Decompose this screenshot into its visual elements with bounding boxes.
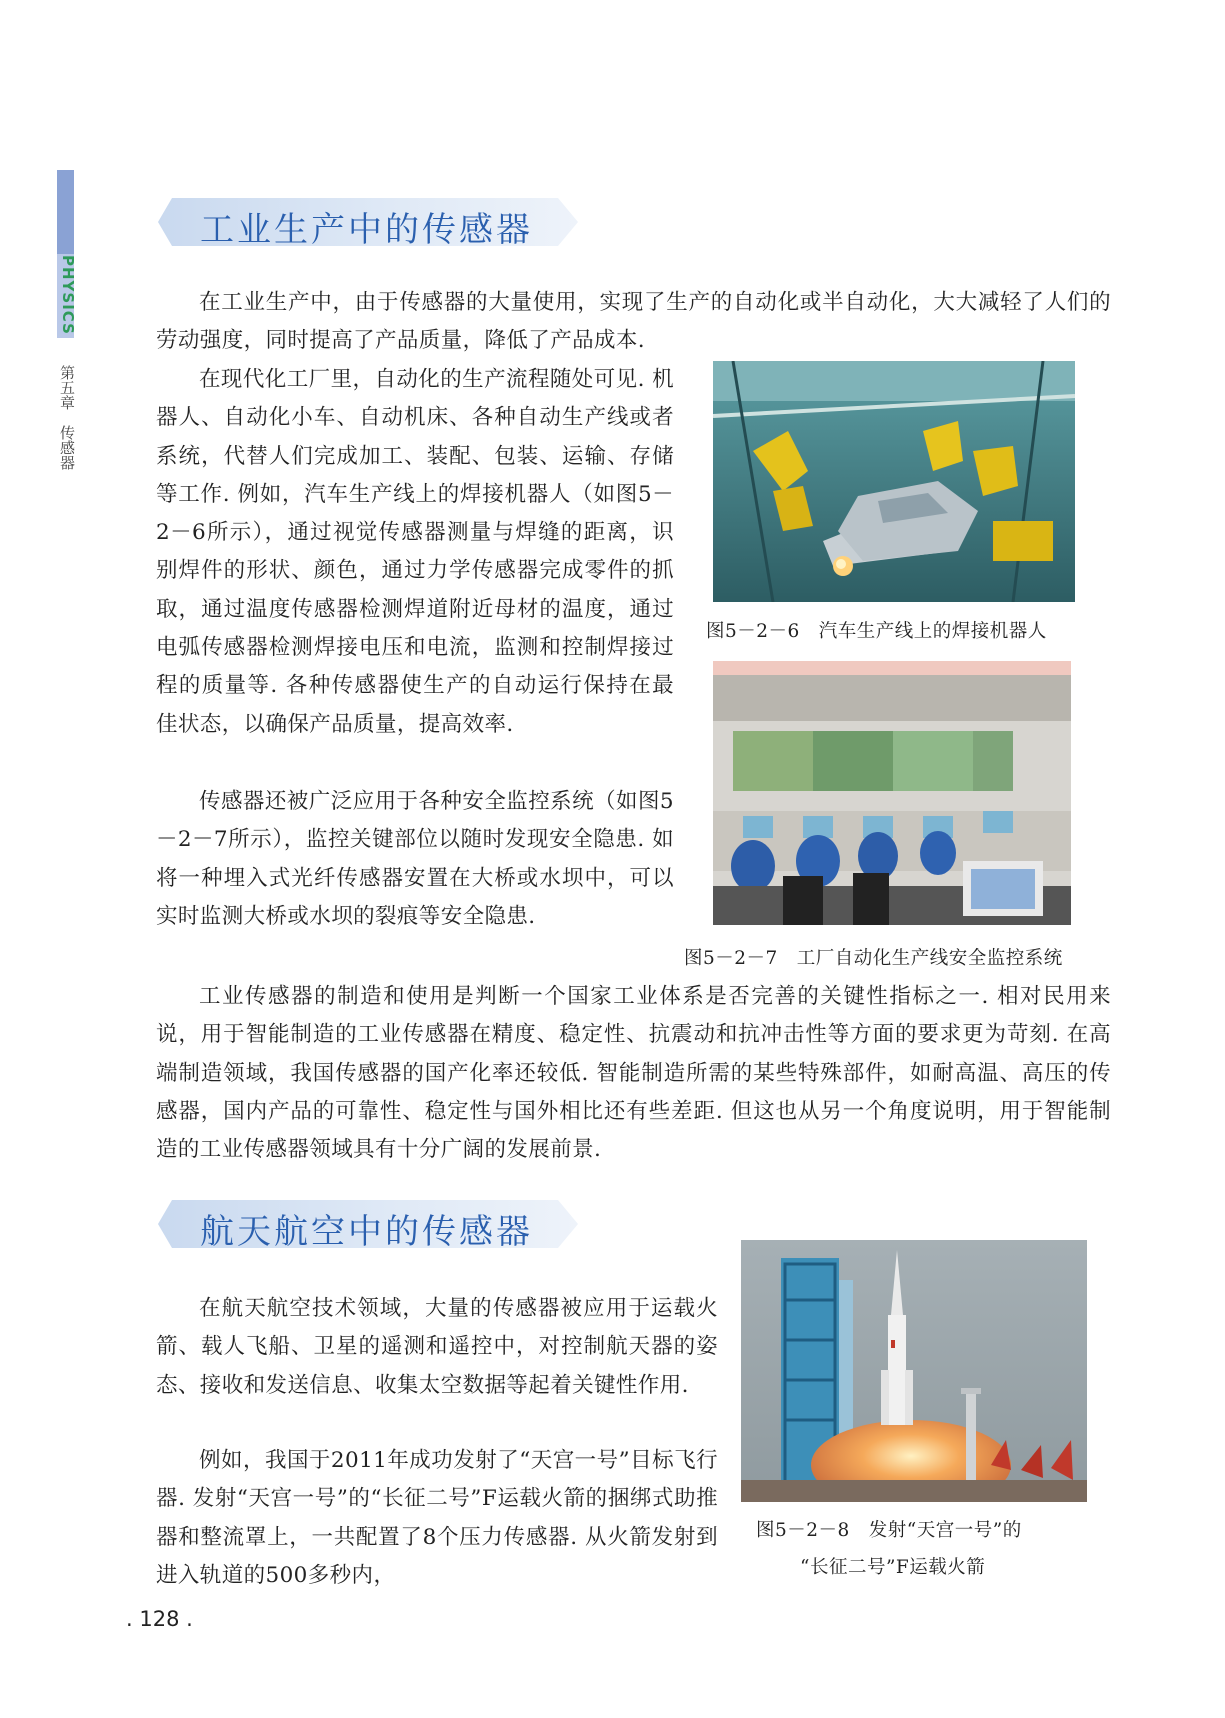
rocket-launch-illustration [741,1240,1087,1502]
side-color-bar-accent [57,170,74,254]
section-heading-aerospace [158,1200,578,1252]
paragraph-industrial-sensor-importance: 工业传感器的制造和使用是判断一个国家工业体系是否完善的关键性指标之一. 相对民用来说，用于智能制造的工业传感器在精度、稳定性、抗震动和抗冲击性等方面的要求更为苛刻. 在高端制造领域，我国传感器的国产化率还较低. 智能制造所需的某些特殊部件，如耐高温、高压的传感器，国内产品的可靠性、稳定性与国外相比还有些差距. 但这也从另一个角度说明，用于智能制造的工业传感器领域具有十分广阔的发展前景. [156,984,1111,1163]
heading-text: 工业生产中的传感器 [200,210,533,250]
control-room-illustration [713,661,1071,925]
welding-robot-illustration [713,361,1075,602]
control-room-photo [713,661,1071,925]
figure-5-2-7-caption: 图5－2－7 工厂自动化生产线安全监控系统 [684,948,1063,969]
welding-robot-photo [713,361,1075,602]
paragraph-safety-monitoring: 传感器还被广泛应用于各种安全监控系统（如图5－2－7所示），监控关键部位以随时发现安全隐患. 如将一种埋入式光纤传感器安置在大桥或水坝中，可以实时监测大桥或水坝的裂痕等安全隐患. [156,789,674,929]
figure-5-2-6-caption: 图5－2－6 汽车生产线上的焊接机器人 [706,621,1047,642]
section-heading-industrial [158,198,578,250]
subject-label: PHYSICS [59,255,77,335]
chapter-label: 第五章 传感器 [58,365,76,470]
figure-5-2-8-caption-line2: “长征二号”F运载火箭 [800,1557,986,1578]
paragraph-aerospace-intro: 在航天航空技术领域，大量的传感器被应用于运载火箭、载人飞船、卫星的遥测和遥控中，对控制航天器的姿态、接收和发送信息、收集太空数据等起着关键性作用. [156,1296,718,1398]
paragraph-intro: 在工业生产中，由于传感器的大量使用，实现了生产的自动化或半自动化，大大减轻了人们的劳动强度，同时提高了产品质量，降低了产品成本. [156,290,1111,354]
heading-text: 航天航空中的传感器 [200,1212,533,1252]
paragraph-tiangong-example: 例如，我国于2011年成功发射了“天宫一号”目标飞行器. 发射“天宫一号”的“长征二号”F运载火箭的捆绑式助推器和整流罩上，一共配置了8个压力传感器. 从火箭发射到进入轨道的500多秒内， [156,1448,718,1588]
paragraph-factory-automation: 在现代化工厂里，自动化的生产流程随处可见. 机器人、自动化小车、自动机床、各种自动生产线或者系统，代替人们完成加工、装配、包装、运输、存储等工作. 例如，汽车生产线上的焊接机器人（如图5－2－6所示），通过视觉传感器测量与焊缝的距离，识别焊件的形状、颜色，通过力学传感器完成零件的抓取，通过温度传感器检测焊道附近母材的温度，通过电弧传感器检测焊接电压和电流，监测和控制焊接过程的质量等. 各种传感器使生产的自动运行保持在最佳状态，以确保产品质量，提高效率. [156,367,674,737]
page-number: . 128 . [126,1607,193,1631]
rocket-launch-photo [741,1240,1087,1502]
figure-5-2-8-caption-line1: 图5－2－8 发射“天宫一号”的 [756,1520,1022,1541]
